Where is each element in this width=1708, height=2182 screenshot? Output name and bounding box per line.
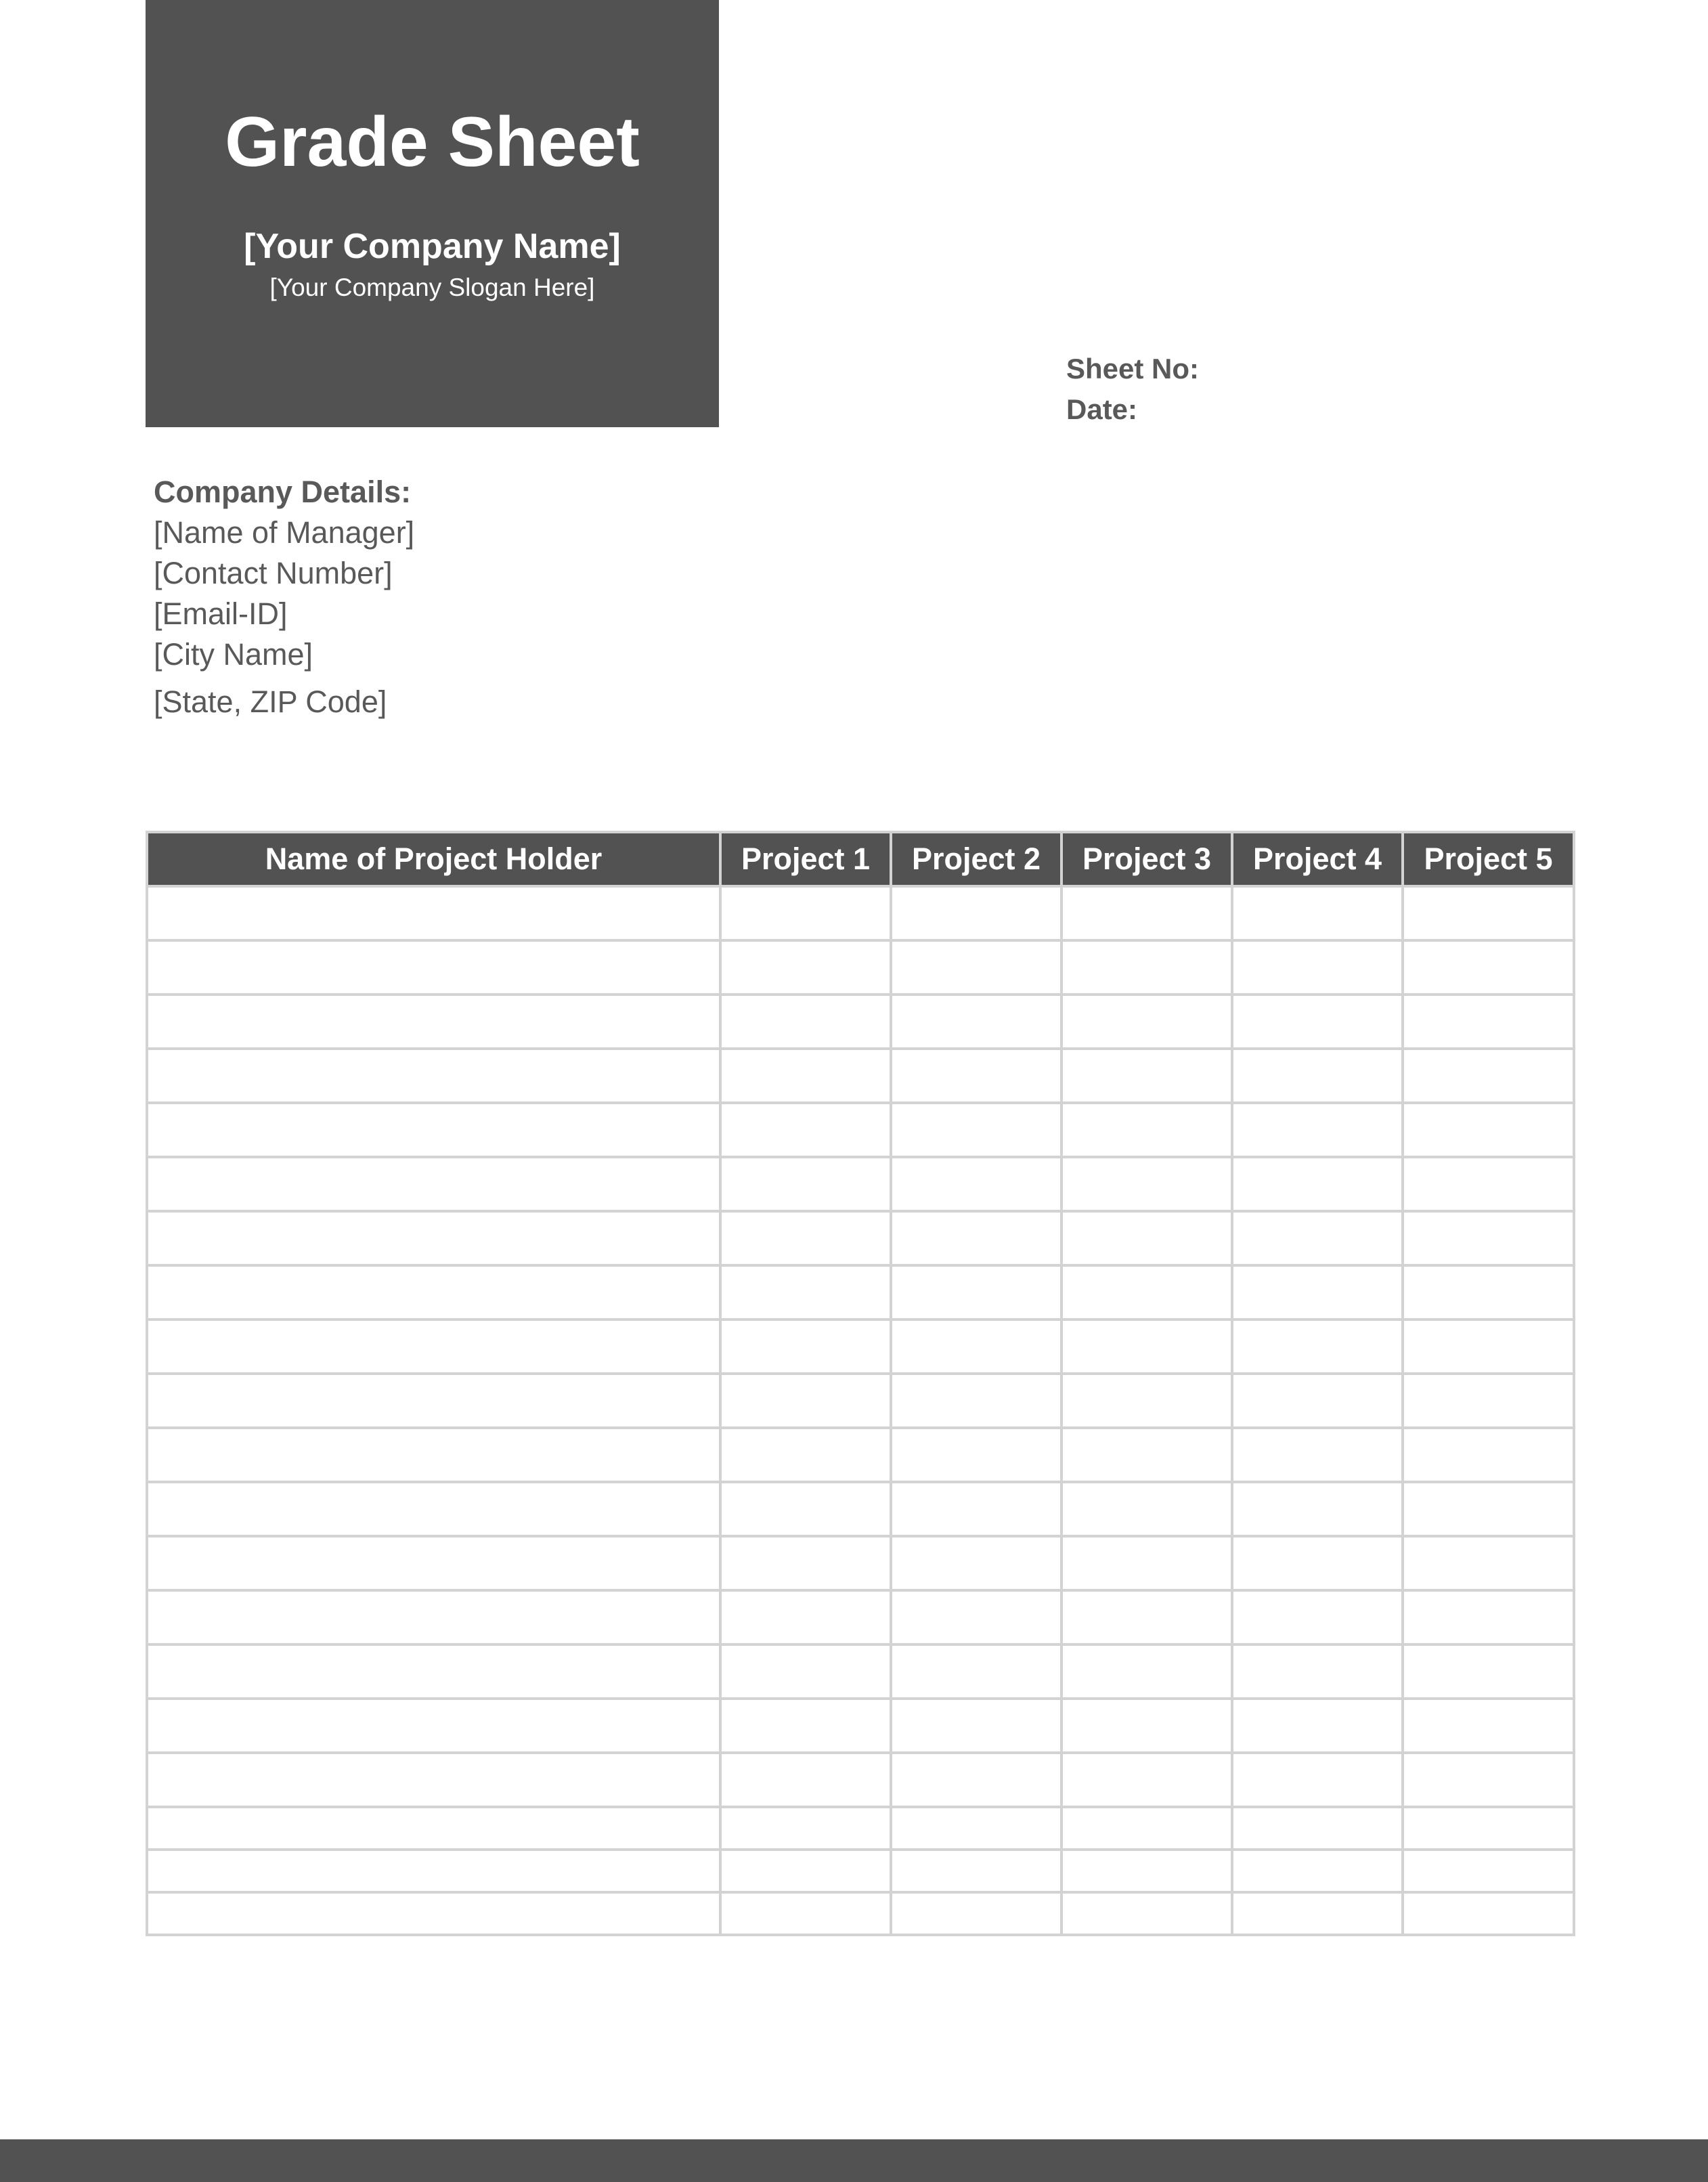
cell-project-1[interactable]: [720, 1428, 891, 1482]
cell-project-4[interactable]: [1232, 940, 1403, 995]
table-row: [147, 940, 1574, 995]
cell-name[interactable]: [147, 1211, 720, 1265]
cell-name[interactable]: [147, 1049, 720, 1103]
cell-project-1[interactable]: [720, 1753, 891, 1807]
cell-project-2[interactable]: [891, 1536, 1061, 1590]
cell-project-5[interactable]: [1403, 1699, 1574, 1753]
cell-project-5[interactable]: [1403, 1482, 1574, 1536]
cell-project-4[interactable]: [1232, 1536, 1403, 1590]
sheet-meta: [1066, 349, 1199, 430]
cell-project-3[interactable]: [1061, 995, 1232, 1049]
cell-project-5[interactable]: [1403, 1049, 1574, 1103]
cell-project-3[interactable]: [1061, 1049, 1232, 1103]
cell-project-2[interactable]: [891, 1319, 1061, 1374]
company-slogan: [Your Company Slogan Here]: [269, 274, 595, 301]
cell-project-4[interactable]: [1232, 1850, 1403, 1892]
cell-project-1[interactable]: [720, 1892, 891, 1935]
cell-project-1[interactable]: [720, 1699, 891, 1753]
header-banner: [146, 0, 719, 427]
cell-project-5[interactable]: [1403, 1428, 1574, 1482]
cell-project-2[interactable]: [891, 1428, 1061, 1482]
table-row: [147, 1644, 1574, 1699]
cell-project-1[interactable]: [720, 1319, 891, 1374]
cell-project-3[interactable]: [1061, 1103, 1232, 1157]
cell-project-4[interactable]: [1232, 1157, 1403, 1211]
email-id: [Email-ID]: [154, 596, 288, 631]
cell-project-4[interactable]: [1232, 1374, 1403, 1428]
cell-project-2[interactable]: [891, 1265, 1061, 1319]
cell-name[interactable]: [147, 1644, 720, 1699]
cell-name[interactable]: [147, 1374, 720, 1428]
cell-project-3[interactable]: [1061, 1753, 1232, 1807]
cell-project-5[interactable]: [1403, 1892, 1574, 1935]
grade-table: [146, 831, 1575, 1936]
table-row: [147, 1428, 1574, 1482]
column-header-project-5: Project 5: [1403, 832, 1574, 886]
cell-name[interactable]: [147, 1753, 720, 1807]
cell-project-3[interactable]: [1061, 1590, 1232, 1644]
cell-project-5[interactable]: [1403, 1211, 1574, 1265]
cell-project-5[interactable]: [1403, 1644, 1574, 1699]
company-details: [154, 472, 414, 722]
cell-project-5[interactable]: [1403, 1319, 1574, 1374]
cell-name[interactable]: [147, 1850, 720, 1892]
cell-project-1[interactable]: [720, 1157, 891, 1211]
cell-project-1[interactable]: [720, 995, 891, 1049]
cell-project-4[interactable]: [1232, 1319, 1403, 1374]
cell-name[interactable]: [147, 1428, 720, 1482]
state-zip: [State, ZIP Code]: [154, 684, 387, 719]
cell-project-1[interactable]: [720, 886, 891, 940]
cell-project-3[interactable]: [1061, 1265, 1232, 1319]
cell-project-4[interactable]: [1232, 995, 1403, 1049]
table-row: [147, 1157, 1574, 1211]
column-header-project-4: Project 4: [1232, 832, 1403, 886]
cell-project-3[interactable]: [1061, 1850, 1232, 1892]
table-row: [147, 1049, 1574, 1103]
cell-project-5[interactable]: [1403, 1590, 1574, 1644]
table-row: [147, 1482, 1574, 1536]
cell-project-1[interactable]: [720, 1850, 891, 1892]
table-row: [147, 1211, 1574, 1265]
cell-project-3[interactable]: [1061, 1482, 1232, 1536]
cell-project-2[interactable]: [891, 1753, 1061, 1807]
cell-project-5[interactable]: [1403, 886, 1574, 940]
cell-project-1[interactable]: [720, 1590, 891, 1644]
cell-project-5[interactable]: [1403, 1807, 1574, 1850]
cell-project-2[interactable]: [891, 1807, 1061, 1850]
cell-project-3[interactable]: [1061, 1644, 1232, 1699]
table-row: [147, 1850, 1574, 1892]
cell-project-1[interactable]: [720, 1265, 891, 1319]
cell-project-3[interactable]: [1061, 1319, 1232, 1374]
cell-name[interactable]: [147, 1482, 720, 1536]
cell-project-3[interactable]: [1061, 1536, 1232, 1590]
cell-project-2[interactable]: [891, 1211, 1061, 1265]
cell-project-4[interactable]: [1232, 1265, 1403, 1319]
cell-project-1[interactable]: [720, 1049, 891, 1103]
cell-project-3[interactable]: [1061, 886, 1232, 940]
cell-project-2[interactable]: [891, 1374, 1061, 1428]
cell-project-2[interactable]: [891, 886, 1061, 940]
cell-project-3[interactable]: [1061, 1211, 1232, 1265]
cell-project-5[interactable]: [1403, 1850, 1574, 1892]
cell-name[interactable]: [147, 1265, 720, 1319]
cell-project-3[interactable]: [1061, 940, 1232, 995]
column-header-project-2: Project 2: [891, 832, 1061, 886]
cell-project-3[interactable]: [1061, 1374, 1232, 1428]
cell-project-5[interactable]: [1403, 940, 1574, 995]
footer-band: [0, 2139, 1708, 2182]
company-name: [Your Company Name]: [244, 227, 621, 266]
column-header-name: Name of Project Holder: [147, 832, 720, 886]
table-row: [147, 1319, 1574, 1374]
cell-project-1[interactable]: [720, 940, 891, 995]
cell-name[interactable]: [147, 886, 720, 940]
cell-project-5[interactable]: [1403, 1536, 1574, 1590]
cell-name[interactable]: [147, 1157, 720, 1211]
cell-project-2[interactable]: [891, 940, 1061, 995]
cell-project-5[interactable]: [1403, 1103, 1574, 1157]
cell-name[interactable]: [147, 1807, 720, 1850]
table-row: [147, 1753, 1574, 1807]
cell-project-4[interactable]: [1232, 1807, 1403, 1850]
cell-project-1[interactable]: [720, 1211, 891, 1265]
cell-project-3[interactable]: [1061, 1699, 1232, 1753]
cell-project-3[interactable]: [1061, 1157, 1232, 1211]
manager-name: [Name of Manager]: [154, 515, 415, 550]
cell-project-3[interactable]: [1061, 1428, 1232, 1482]
table-row: [147, 1536, 1574, 1590]
cell-project-2[interactable]: [891, 1850, 1061, 1892]
cell-project-5[interactable]: [1403, 1753, 1574, 1807]
cell-project-2[interactable]: [891, 1157, 1061, 1211]
cell-project-4[interactable]: [1232, 1049, 1403, 1103]
cell-project-4[interactable]: [1232, 1211, 1403, 1265]
cell-project-4[interactable]: [1232, 1590, 1403, 1644]
table-row: [147, 995, 1574, 1049]
contact-number: [Contact Number]: [154, 556, 393, 590]
cell-project-1[interactable]: [720, 1103, 891, 1157]
cell-project-2[interactable]: [891, 1590, 1061, 1644]
cell-project-1[interactable]: [720, 1644, 891, 1699]
cell-name[interactable]: [147, 995, 720, 1049]
table-body: [147, 886, 1574, 1935]
cell-project-2[interactable]: [891, 1103, 1061, 1157]
table-row: [147, 1892, 1574, 1935]
cell-project-1[interactable]: [720, 1482, 891, 1536]
cell-project-1[interactable]: [720, 1807, 891, 1850]
date-label: Date:: [1066, 393, 1138, 425]
table-row: [147, 1103, 1574, 1157]
company-details-heading: Company Details:: [154, 475, 412, 509]
table-row: [147, 1590, 1574, 1644]
table-row: [147, 1699, 1574, 1753]
cell-project-2[interactable]: [891, 1699, 1061, 1753]
cell-project-4[interactable]: [1232, 1753, 1403, 1807]
cell-project-5[interactable]: [1403, 1265, 1574, 1319]
table-row: [147, 1374, 1574, 1428]
cell-name[interactable]: [147, 1319, 720, 1374]
cell-name[interactable]: [147, 1103, 720, 1157]
cell-project-2[interactable]: [891, 1644, 1061, 1699]
cell-project-4[interactable]: [1232, 1482, 1403, 1536]
cell-project-5[interactable]: [1403, 1374, 1574, 1428]
cell-project-4[interactable]: [1232, 1644, 1403, 1699]
cell-project-4[interactable]: [1232, 1892, 1403, 1935]
cell-name[interactable]: [147, 940, 720, 995]
table-row: [147, 886, 1574, 940]
city-name: [City Name]: [154, 637, 313, 672]
cell-project-4[interactable]: [1232, 886, 1403, 940]
table-row: [147, 1265, 1574, 1319]
cell-name[interactable]: [147, 1892, 720, 1935]
cell-project-3[interactable]: [1061, 1807, 1232, 1850]
cell-project-4[interactable]: [1232, 1103, 1403, 1157]
cell-project-5[interactable]: [1403, 995, 1574, 1049]
cell-project-2[interactable]: [891, 995, 1061, 1049]
cell-project-2[interactable]: [891, 1482, 1061, 1536]
cell-project-1[interactable]: [720, 1536, 891, 1590]
cell-project-4[interactable]: [1232, 1699, 1403, 1753]
page-title: Grade Sheet: [225, 103, 640, 181]
cell-project-2[interactable]: [891, 1892, 1061, 1935]
cell-project-2[interactable]: [891, 1049, 1061, 1103]
cell-name[interactable]: [147, 1536, 720, 1590]
column-header-project-1: Project 1: [720, 832, 891, 886]
cell-project-4[interactable]: [1232, 1428, 1403, 1482]
table-row: [147, 1807, 1574, 1850]
cell-project-1[interactable]: [720, 1374, 891, 1428]
cell-name[interactable]: [147, 1699, 720, 1753]
column-header-project-3: Project 3: [1061, 832, 1232, 886]
cell-project-5[interactable]: [1403, 1157, 1574, 1211]
sheet-no-label: Sheet No:: [1066, 353, 1200, 385]
table-header-row: [147, 832, 1574, 886]
cell-project-3[interactable]: [1061, 1892, 1232, 1935]
cell-name[interactable]: [147, 1590, 720, 1644]
